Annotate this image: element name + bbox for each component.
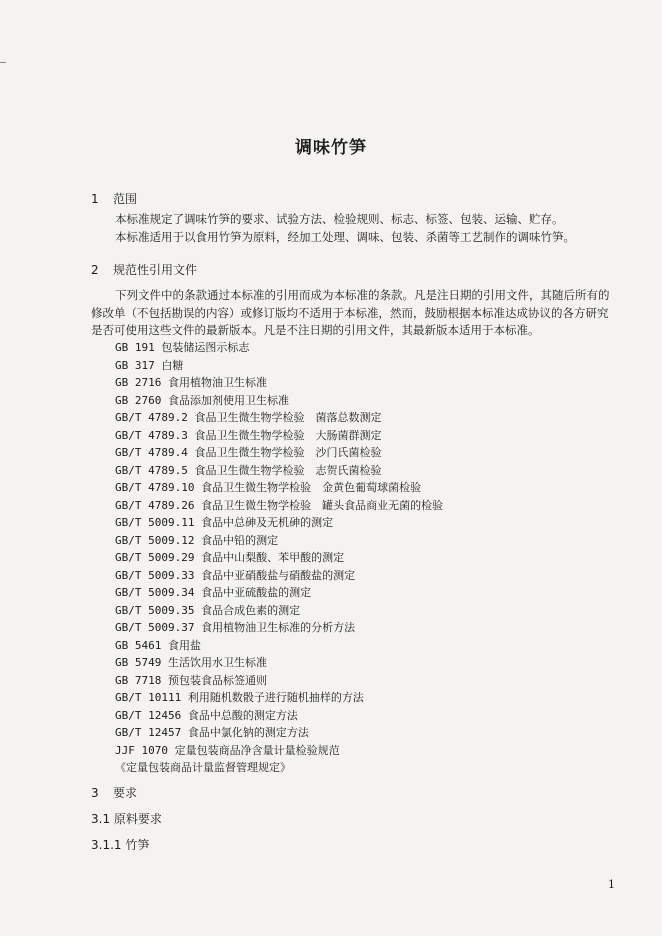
reference-code: GB/T 4789.5	[115, 463, 188, 477]
reference-item	[115, 427, 443, 445]
reference-name: 食品卫生微生物学检验 金黄色葡萄球菌检验	[201, 481, 422, 494]
reference-name: 食用植物油卫生标准	[167, 376, 267, 389]
reference-code: GB 7718	[115, 673, 162, 687]
reference-code: GB/T 5009.12	[115, 533, 195, 547]
section-1-heading	[91, 190, 137, 207]
reference-item	[115, 549, 443, 567]
section-2-heading	[91, 261, 197, 278]
reference-name: 食品中山梨酸、苯甲酸的测定	[201, 551, 345, 564]
reference-name: 食品卫生微生物学检验 罐头食品商业无菌的检验	[201, 498, 444, 512]
section-1-body	[91, 211, 611, 246]
reference-name: 食品中总酸的测定方法	[187, 708, 298, 722]
reference-item	[115, 567, 443, 585]
paragraph-line: 修改单（不包括勘误的内容）或修订版均不适用于本标准，然而，鼓励根据本标准达成协议的各方研究	[91, 305, 609, 320]
reference-item	[115, 672, 443, 690]
reference-item	[115, 654, 443, 672]
reference-name: 食品添加剂使用卫生标准	[167, 393, 289, 407]
section-2-intro	[91, 287, 611, 340]
reference-code: GB/T 12457	[115, 726, 182, 739]
reference-code: GB/T 5009.29	[115, 551, 195, 564]
section-title: 范围	[113, 192, 138, 206]
reference-code: GB/T 10111	[115, 691, 182, 704]
reference-name: 食品中氯化钠的测定方法	[187, 726, 309, 739]
reference-item	[115, 532, 443, 550]
reference-item	[115, 689, 443, 707]
reference-code: GB/T 4789.26	[115, 498, 195, 512]
reference-code: GB/T 4789.4	[115, 446, 188, 459]
reference-item	[115, 374, 443, 392]
paragraph-line: 本标准规定了调味竹笋的要求、试验方法、检验规则、标志、标签、包装、运输、贮存。	[115, 212, 564, 226]
reference-name: 生活饮用水卫生标准	[167, 656, 267, 669]
reference-name: 《定量包装商品计量监督管理规定》	[115, 761, 291, 774]
reference-code: GB/T 5009.34	[115, 586, 195, 599]
reference-code: GB/T 12456	[115, 708, 182, 722]
reference-code: GB 5461	[115, 638, 162, 652]
reference-name: 食用植物油卫生标准的分析方法	[201, 621, 356, 634]
reference-name: 食品中铅的测定	[201, 533, 279, 547]
reference-code: GB/T 4789.10	[115, 481, 195, 494]
reference-code: GB/T 5009.33	[115, 568, 195, 582]
reference-name: 食品中亚硫酸盐的测定	[201, 586, 312, 599]
section-3-1-heading	[91, 810, 162, 827]
reference-code: GB/T 4789.3	[115, 428, 188, 442]
reference-code: GB 5749	[115, 656, 162, 669]
reference-item	[115, 357, 443, 375]
reference-name: 预包装食品标签通则	[167, 673, 267, 687]
paragraph-line: 是否可使用这些文件的最新版本。凡是不注日期的引用文件，其最新版本适用于本标准。	[91, 323, 540, 337]
reference-code: JJF 1070	[115, 743, 168, 757]
section-number: 1	[91, 192, 99, 206]
reference-name: 食品卫生微生物学检验 大肠菌群测定	[194, 428, 382, 442]
reference-item	[115, 707, 443, 725]
reference-name: 食品卫生微生物学检验 沙门氏菌检验	[194, 446, 382, 459]
reference-name: 定量包装商品净含量计量检验规范	[174, 743, 340, 757]
section-3-heading	[91, 784, 137, 801]
reference-code: GB 2716	[115, 376, 162, 389]
reference-name: 利用随机数骰子进行随机抽样的方法	[187, 691, 364, 704]
reference-item	[115, 619, 443, 637]
reference-item	[115, 392, 443, 410]
reference-item	[115, 479, 443, 497]
reference-item	[115, 514, 443, 532]
reference-code: GB/T 5009.11	[115, 516, 195, 529]
reference-item	[115, 409, 443, 427]
reference-code: GB 191	[115, 341, 155, 354]
reference-code: GB 317	[115, 358, 155, 372]
section-number: 3.1.1	[91, 838, 122, 852]
reference-code: GB/T 5009.35	[115, 603, 195, 617]
reference-item	[115, 584, 443, 602]
document-title: 调味竹笋	[295, 138, 367, 158]
reference-item	[115, 759, 443, 777]
reference-item	[115, 637, 443, 655]
reference-name: 食品卫生微生物学检验 志贺氏菌检验	[194, 463, 382, 477]
section-number: 3	[91, 786, 99, 800]
reference-item	[115, 462, 443, 480]
reference-code: GB 2760	[115, 393, 162, 407]
reference-name: 食品合成色素的测定	[201, 603, 301, 617]
paragraph-line: 本标准适用于以食用竹笋为原料，经加工处理、调味、包装、杀菌等工艺制作的调味竹笋。	[115, 229, 575, 244]
reference-item	[115, 742, 443, 760]
section-title: 规范性引用文件	[113, 263, 198, 277]
section-title: 要求	[113, 786, 138, 800]
section-title: 竹笋	[125, 838, 150, 852]
reference-name: 食品中总砷及无机砷的测定	[201, 516, 334, 529]
reference-item	[115, 602, 443, 620]
scan-edge-mark	[0, 62, 6, 63]
section-3-1-1-heading	[91, 836, 149, 853]
reference-list	[115, 339, 443, 777]
reference-name: 食品卫生微生物学检验 菌落总数测定	[194, 411, 382, 424]
section-title: 原料要求	[113, 812, 162, 826]
reference-code: GB/T 4789.2	[115, 411, 188, 424]
reference-item	[115, 339, 443, 357]
page-number: 1	[608, 878, 615, 891]
section-number: 3.1	[91, 812, 111, 826]
reference-name: 食品中亚硝酸盐与硝酸盐的测定	[201, 568, 356, 582]
section-number: 2	[91, 263, 99, 277]
paragraph-line: 下列文件中的条款通过本标准的引用而成为本标准的条款。凡是注日期的引用文件，其随后所有的	[115, 288, 610, 302]
reference-name: 白糖	[161, 358, 184, 372]
reference-code: GB/T 5009.37	[115, 621, 195, 634]
reference-item	[115, 444, 443, 462]
reference-item	[115, 497, 443, 515]
reference-name: 食用盐	[167, 638, 201, 652]
reference-item	[115, 724, 443, 742]
reference-name: 包装储运图示标志	[161, 341, 250, 354]
